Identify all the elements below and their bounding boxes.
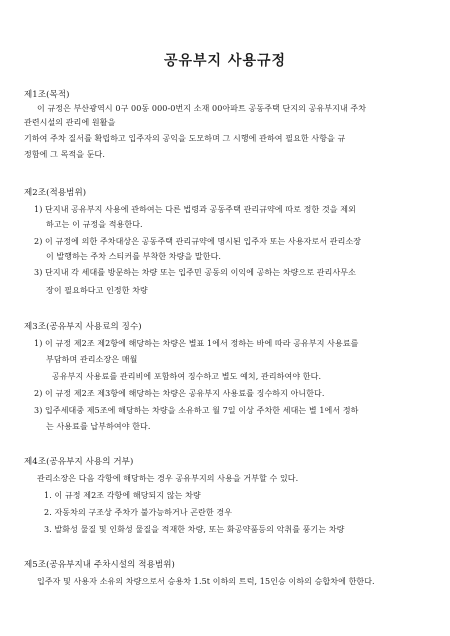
section-2-line-1: 1) 단지내 공유부지 사용에 관하여는 다른 법령과 공동주택 관리규약에 따로 정한 것을 제외 bbox=[34, 205, 356, 214]
section-1-line-2: 관련시설의 관리에 원활을 bbox=[24, 118, 116, 127]
section-4-line-4: 3. 발화성 물질 및 인화성 물질을 적재한 차량, 또는 화공약품등의 악취를 풍기는 차량 bbox=[44, 525, 345, 534]
section-1-line-4: 정함에 그 목적을 둔다. bbox=[24, 150, 106, 159]
section-heading-2: 제2조(적용범위) bbox=[24, 188, 87, 198]
section-heading-5: 제5조(공유부지내 주차시설의 적용범위) bbox=[24, 560, 175, 570]
section-2-line-4: 이 발행하는 주차 스티커를 부착한 차량을 말한다. bbox=[46, 252, 222, 261]
section-1-line-3: 기하여 주차 질서를 확립하고 입주자의 공익을 도모하며 그 시행에 관하여 필요한 사항을 규 bbox=[24, 134, 346, 143]
section-2-line-5: 3) 단지내 각 세대를 방문하는 차량 또는 입주민 공동의 이익에 공하는 차량으로 관리사무소 bbox=[34, 268, 356, 277]
section-2-line-2: 하고는 이 규정을 적용한다. bbox=[46, 220, 143, 229]
document-title: 공유부지 사용규정 bbox=[163, 53, 287, 69]
section-3-line-1: 1) 이 규정 제2조 제2항에 해당하는 차량은 별표 1에서 정하는 바에 따라 공유부지 사용료를 bbox=[34, 339, 359, 348]
section-heading-1: 제1조(목적) bbox=[24, 90, 70, 100]
section-4-line-2: 1. 이 규정 제2조 각항에 해당되지 않는 차량 bbox=[44, 491, 201, 500]
section-2-line-6: 장이 필요하다고 인정한 차량 bbox=[46, 286, 148, 295]
section-heading-4: 제4조(공유부지 사용의 거부) bbox=[24, 457, 134, 467]
section-3-line-2: 부담하며 관리소장은 매월 bbox=[46, 355, 138, 364]
section-4-line-3: 2. 자동차의 구조상 주차가 불가능하거나 곤란한 경우 bbox=[44, 508, 233, 517]
section-heading-3: 제3조(공유부지 사용료의 징수) bbox=[24, 322, 142, 332]
section-4-line-1: 관리소장은 다음 각항에 해당하는 경우 공유부지의 사용을 거부할 수 있다. bbox=[37, 474, 299, 483]
section-3-line-6: 는 사용료를 납부하여야 한다. bbox=[46, 422, 151, 431]
section-3-line-3: 공유부지 사용료를 관리비에 포함하여 징수하고 별도 예치, 관리하여야 한다. bbox=[52, 372, 322, 381]
section-5-line-1: 입주자 및 사용자 소유의 차량으로서 승용차 1.5t 이하의 트럭, 15인승 이하의 승합차에 한한다. bbox=[37, 577, 375, 586]
section-3-line-5: 3) 입주세대중 제5조에 해당하는 차량을 소유하고 월 7일 이상 주차한 세대는 별 1에서 정하 bbox=[34, 406, 359, 415]
section-1-line-1: 이 규정은 부산광역시 0구 00동 000-0번지 소재 00아파트 공동주택 단지의 공유부지내 주차 bbox=[37, 104, 367, 113]
section-3-line-4: 2) 이 규정 제2조 제3항에 해당하는 차량은 공유부지 사용료를 징수하지 아니한다. bbox=[34, 389, 325, 398]
section-2-line-3: 2) 이 규정에 의한 주차대상은 공동주택 관리규약에 명시된 입주자 또는 사용자로서 관리소장 bbox=[34, 237, 362, 246]
